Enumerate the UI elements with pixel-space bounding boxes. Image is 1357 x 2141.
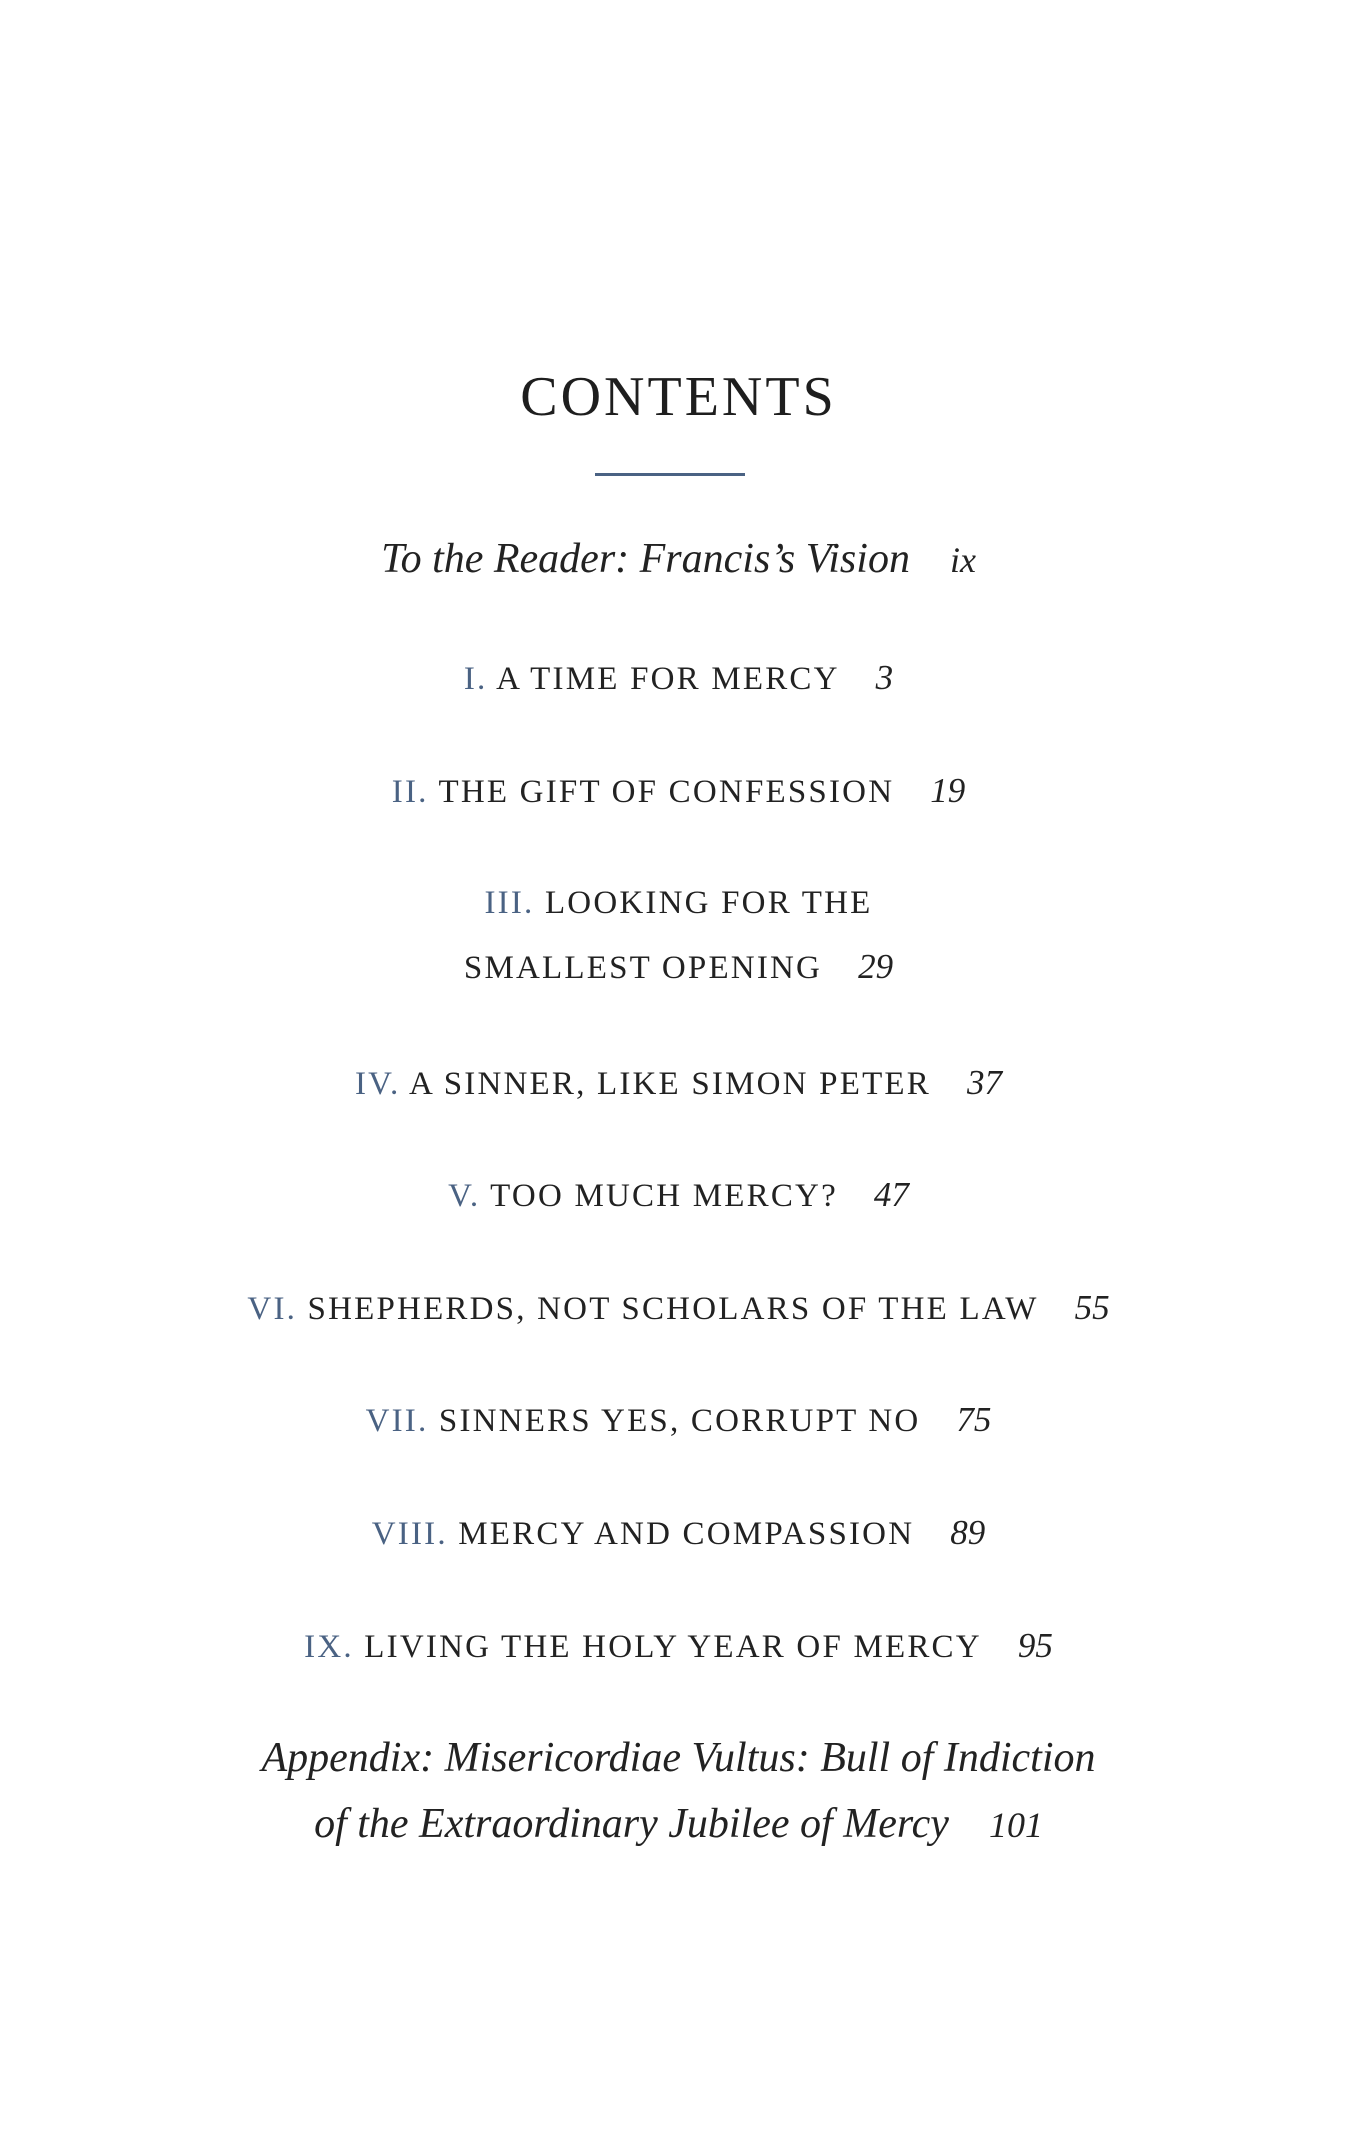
title-divider <box>595 473 745 476</box>
chapter-number: II. <box>391 774 429 810</box>
appendix-title-line2: of the Extraordinary Jubilee of Mercy <box>314 1801 949 1847</box>
chapter-number: IV. <box>354 1066 401 1102</box>
chapter-number: III. <box>484 885 535 921</box>
chapter-title: A SINNER, LIKE SIMON PETER <box>409 1066 932 1102</box>
toc-entry-page: ix <box>949 540 976 580</box>
chapter-page: 37 <box>967 1063 1003 1102</box>
toc-entry-appendix[interactable] <box>0 1725 1357 1858</box>
chapter-title: SINNERS YES, CORRUPT NO <box>438 1403 921 1439</box>
toc-entry-chapter-8[interactable] <box>0 1502 1357 1565</box>
toc-entry-reader[interactable] <box>0 528 1357 591</box>
chapter-title: MERCY AND COMPASSION <box>458 1516 915 1552</box>
page-title: CONTENTS <box>520 366 837 428</box>
toc-entry-chapter-2[interactable] <box>0 760 1357 823</box>
appendix-title-line1: Appendix: Misericordiae Vultus: Bull of Indiction <box>261 1735 1096 1781</box>
chapter-title: THE GIFT OF CONFESSION <box>438 774 895 810</box>
toc-entry-chapter-7[interactable] <box>0 1389 1357 1452</box>
chapter-page: 47 <box>873 1175 909 1214</box>
chapter-page: 55 <box>1074 1288 1110 1327</box>
chapter-page: 29 <box>858 947 894 986</box>
chapter-title: LIVING THE HOLY YEAR OF MERCY <box>364 1629 982 1665</box>
chapter-title: TOO MUCH MERCY? <box>490 1178 838 1214</box>
toc-entry-chapter-3[interactable] <box>0 871 1357 1000</box>
chapter-title: A TIME FOR MERCY <box>496 661 840 697</box>
chapter-title-line2: SMALLEST OPENING <box>463 950 823 986</box>
chapter-number: VIII. <box>371 1516 448 1552</box>
chapter-title: SHEPHERDS, NOT SCHOLARS OF THE LAW <box>307 1291 1039 1327</box>
toc-entry-chapter-9[interactable] <box>0 1615 1357 1678</box>
chapter-page: 3 <box>875 658 894 697</box>
chapter-page: 19 <box>930 771 966 810</box>
chapter-number: IX. <box>304 1629 354 1665</box>
chapter-title-line1: LOOKING FOR THE <box>544 885 873 921</box>
appendix-page: 101 <box>988 1805 1043 1845</box>
chapter-number: V. <box>448 1178 481 1214</box>
toc-entry-title: To the Reader: Francis’s Vision <box>381 536 910 582</box>
toc-entry-chapter-6[interactable] <box>0 1277 1357 1340</box>
chapter-page: 75 <box>956 1400 992 1439</box>
chapter-number: VII. <box>365 1403 429 1439</box>
chapter-page: 89 <box>950 1513 986 1552</box>
toc-entry-chapter-5[interactable] <box>0 1164 1357 1227</box>
toc-entry-chapter-4[interactable] <box>0 1052 1357 1115</box>
chapter-number: I. <box>463 661 488 697</box>
chapter-number: VI. <box>247 1291 298 1327</box>
toc-entry-chapter-1[interactable] <box>0 647 1357 710</box>
chapter-page: 95 <box>1017 1626 1053 1665</box>
